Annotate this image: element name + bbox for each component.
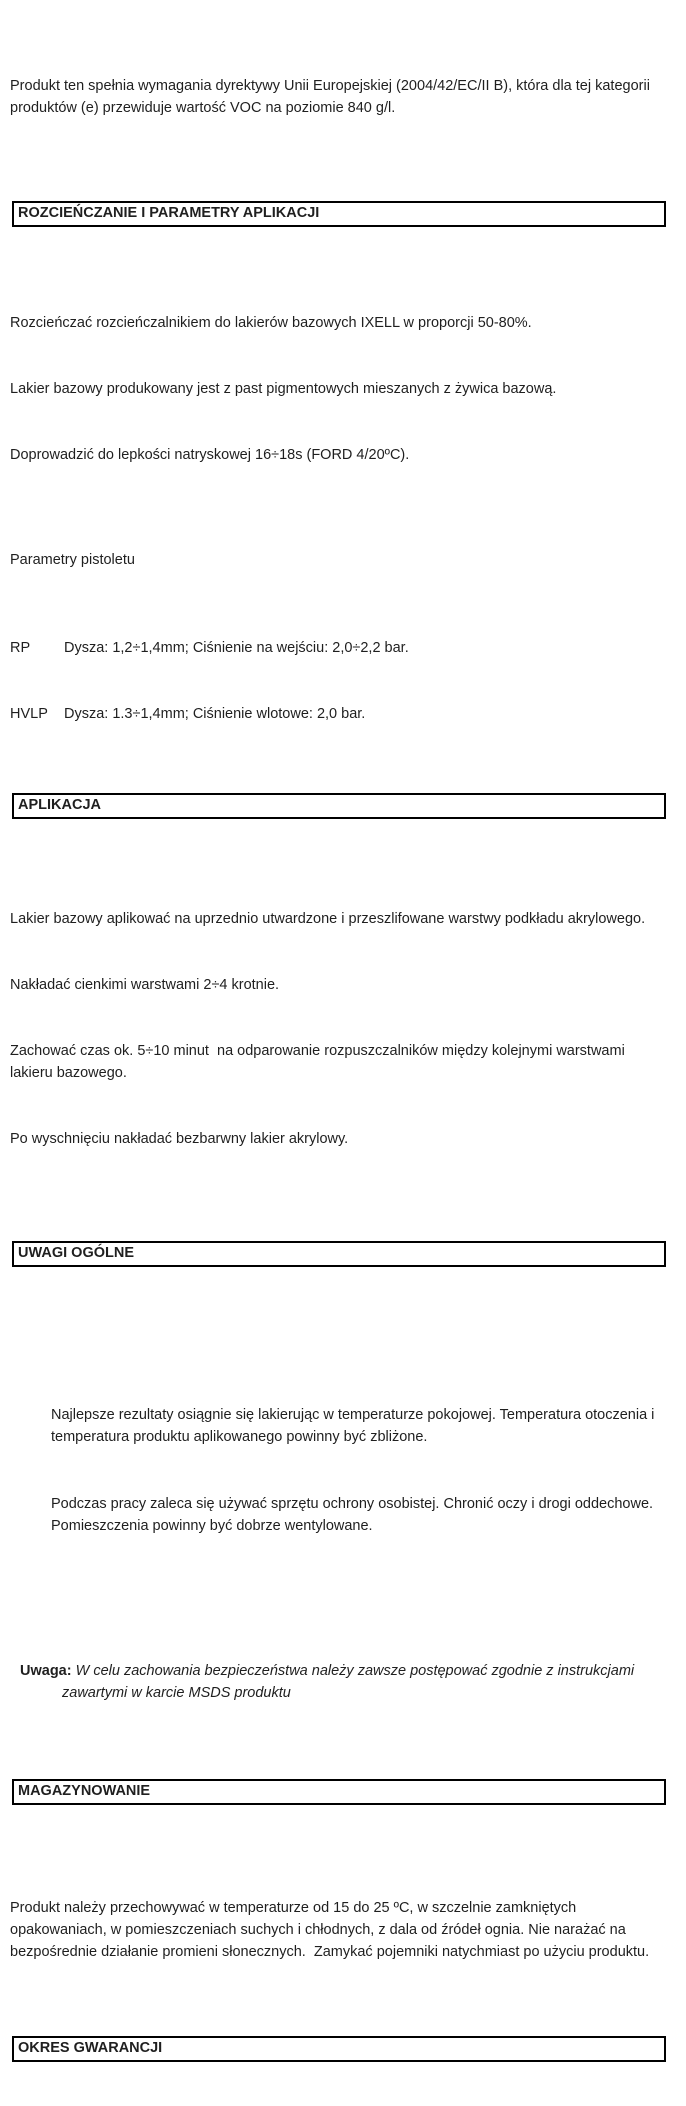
application-line: Zachować czas ok. 5÷10 minut na odparowanie rozpuszczalników między kolejnymi warstwami lakieru bazowego. bbox=[10, 1043, 629, 1081]
remark-note: Podczas pracy zaleca się używać sprzętu ochrony osobistej. Chronić oczy i drogi oddechowe. Pomieszczenia powinny być dobrze wentylowane. bbox=[51, 1496, 658, 1534]
gun-spec-label: RP bbox=[10, 640, 31, 656]
gun-spec-label: HVLP bbox=[10, 706, 48, 722]
application-line: Lakier bazowy aplikować na uprzednio utwardzone i przeszlifowane warstwy podkładu akrylowego. bbox=[10, 911, 646, 927]
application-line: Po wyschnięciu nakładać bezbarwny lakier akrylowy. bbox=[10, 1131, 349, 1147]
storage-paragraph: Produkt należy przechowywać w temperaturze od 15 do 25 ºC, w szczelnie zamkniętych opakowaniach, w pomieszczeniach suchych i chłodnych, z dala od źródeł ognia. Nie narażać na bezpośrednie działanie promieni słonecznych. Zamykać pojemniki natychmiast po użyciu produktu. bbox=[10, 1900, 650, 1960]
section-header-storage: MAGAZYNOWANIE bbox=[12, 1779, 666, 1805]
section-header-warranty-period: OKRES GWARANCJI bbox=[12, 2036, 666, 2062]
intro-paragraph: Produkt ten spełnia wymagania dyrektywy Unii Europejskiej (2004/42/EC/II B), która dla tej kategorii produktów (e) przewiduje wartość VOC na poziomie 840 g/l. bbox=[10, 78, 654, 116]
gun-parameters-title: Parametry pistoletu bbox=[10, 552, 135, 568]
safety-warning bbox=[10, 1660, 666, 1704]
remark-note: Najlepsze rezultaty osiągnie się lakierując w temperaturze pokojowej. Temperatura otoczenia i temperatura produktu aplikowanego powinny być zbliżone. bbox=[51, 1407, 659, 1445]
dilution-line: Rozcieńczać rozcieńczalnikiem do lakierów bazowych IXELL w proporcji 50-80%. bbox=[10, 315, 532, 331]
section-header-application: APLIKACJA bbox=[12, 793, 666, 819]
dilution-line: Lakier bazowy produkowany jest z past pigmentowych mieszanych z żywica bazową. bbox=[10, 381, 557, 397]
gun-spec-row-rp bbox=[10, 637, 666, 659]
section-header-dilution: ROZCIEŃCZANIE I PARAMETRY APLIKACJI bbox=[12, 201, 666, 227]
application-line: Nakładać cienkimi warstwami 2÷4 krotnie. bbox=[10, 977, 280, 993]
gun-spec-value: Dysza: 1.3÷1,4mm; Ciśnienie wlotowe: 2,0 bar. bbox=[64, 706, 366, 722]
general-remarks-notes bbox=[51, 1360, 666, 1582]
dilution-line: Doprowadzić do lepkości natryskowej 16÷18s (FORD 4/20ºC). bbox=[10, 447, 410, 463]
gun-spec-row-hvlp bbox=[10, 703, 666, 725]
section-header-general-remarks: UWAGI OGÓLNE bbox=[12, 1241, 666, 1267]
warning-label: Uwaga: bbox=[20, 1663, 72, 1679]
warning-text: W celu zachowania bezpieczeństwa należy zawsze postępować zgodnie z instrukcjami zawartymi w karcie MSDS produktu bbox=[62, 1663, 639, 1701]
gun-spec-value: Dysza: 1,2÷1,4mm; Ciśnienie na wejściu: 2,0÷2,2 bar. bbox=[64, 640, 409, 656]
